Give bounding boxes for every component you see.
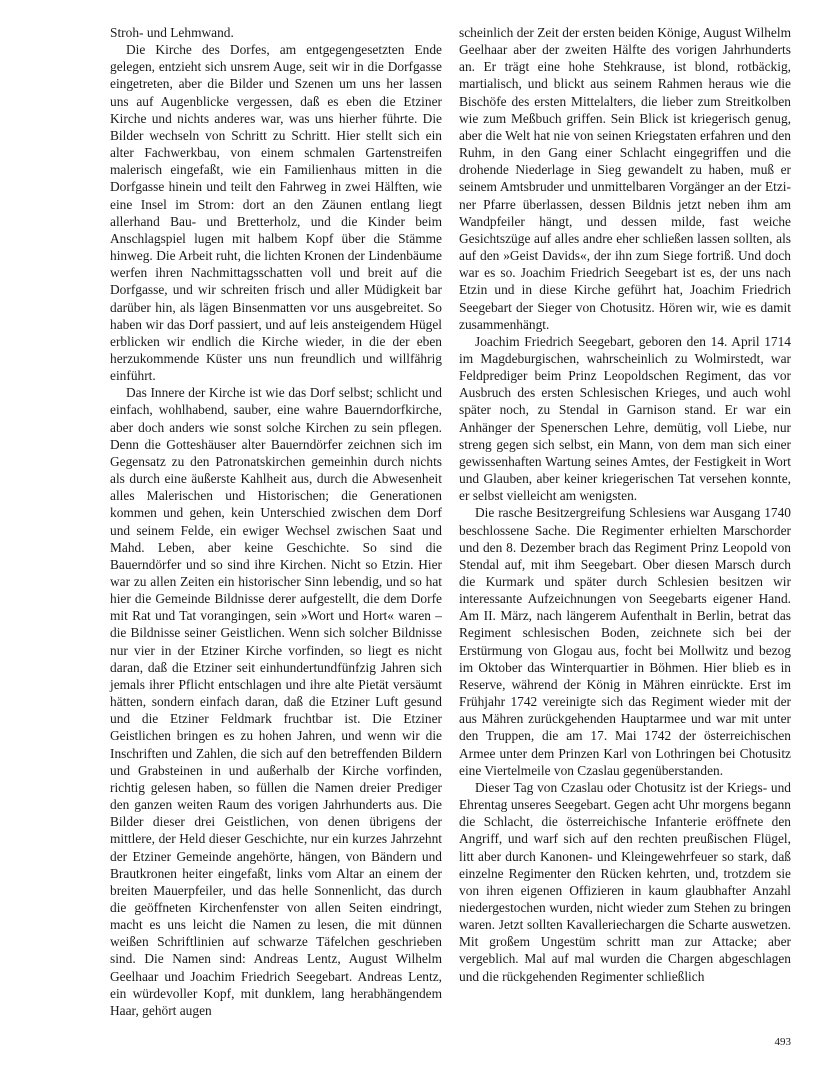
paragraph: scheinlich der Zeit der ersten beiden Könige, August Wilhelm Geelhaar aber der zweiten Hälfte des vorigen Jahrhunderts an. Er trägt eine hohe Stehkrause, ist blond, rotbäckig, martialisch, und blickt aus seinem Rahmen heraus wie die Bischöfe des ersten Mittelalters, die lieber zum Streitkolben wie zum Meßbuch griffen. Sein Blick ist kriegerisch genug, aber die Welt hat nie von seinen Kriegstaten erfahren und den Ruhm, in den Gang einer Schlacht eingegriffen und die drohende Niederlage in Sieg gewandelt zu haben, muß er seinem Amtsbruder und unmittelbaren Vorgänger an der Etziner Pfarre überlassen, dessen Bildnis jetzt neben ihm am Wandpfeiler hängt, und dessen milde, fast weiche Gesichtszüge auf alles andre eher schließen lassen sollten, als auf den »Geist Davids«, der ihn zum Siege fortriß. Und doch war es so. Joachim Friedrich Seegebart ist es, der uns nach Etzin und in diese Kirche geführt hat, Joachim Friedrich Seegebart der Sieger von Chotusitz. Hören wir, wie es damit zusammenhängt. xyxy=(459,25,791,332)
right-column xyxy=(459,24,791,985)
paragraph: Stroh- und Lehmwand. xyxy=(110,25,234,40)
paragraph: Dieser Tag von Czaslau oder Chotusitz ist der Kriegs- und Ehrentag unseres Seegebart. Gegen acht Uhr morgens begann die Schlacht, die österreichische Infanterie eröffnete den Angriff, und warf sich auf den rechten preußischen Flügel, litt aber durch Kanonen- und Kleingewehrfeuer so stark, daß einzelne Regimenter den Rücken kehrten, und, trotzdem sie von ihren eigenen Offizieren in kaum glaubhafter Anzahl niedergestochen wurden, nicht wieder zum Stehen zu bringen waren. Jetzt sollten Kavalleriechargen die Scharte auswetzen. Mit großem Ungestüm schritt man zur Attacke; aber vergeblich. Mal auf mal wurden die Chargen abgeschlagen und die rückgehenden Regimenter schließlich xyxy=(459,779,791,984)
paragraph: Das Innere der Kirche ist wie das Dorf selbst; schlicht und einfach, wohlhabend, sauber, eine wahre Bauerndorfkirche, aber doch anders wie sonst solche Kirchen zu sein pflegen. Denn die Gotteshäuser alter Bauerndörfer zeichnen sich im Gegensatz zu den Patronatskirchen gemeinhin durch nichts als durch eine äußerste Kahlheit aus, durch die Abwesenheit alles Malerischen und Historischen; die Generationen kommen und gehen, kein Unterschied zwischen dem Dorf und seinem Felde, ein ewiger Wechsel zwischen Saat und Mahd. Leben, aber keine Geschichte. So sind die Bauerndörfer und so sind ihre Kirchen. Nicht so Etzin. Hier war zu allen Zeiten ein historischer Sinn lebendig, und so hat hier die Gemeinde Bildnisse derer aufgestellt, die dem Dorfe mit Rat und Tat vorangingen, sein »Wort und Hort« waren – die Bildnisse seiner Geistlichen. Wenn sich solcher Bildnisse nur vier in der Etziner Kirche vorfinden, so liegt es nicht daran, daß die Etziner seit einhundertundfünfzig Jahren sich jemals ihrer Pflicht entschlagen und ihre alte Pietät versäumt hätten, sondern einfach daran, daß die Etziner Luft gesund und die Etziner Feldmark fruchtbar ist. Die Etziner Geistlichen bringen es zu hohen Jahren, und wenn wir die Inschriften und Zahlen, die sich auf den betreffenden Bildern und Grabsteinen in und außerhalb der Kirche vorfinden, richtig gelesen haben, so füllen die Namen dreier Prediger den ganzen weiten Raum des vorigen Jahrhunderts aus. Die Bilder dieser drei Geistlichen, von denen übrigens der mittlere, der Held dieser Geschichte, nur ein kurzes Jahrzehnt der Etziner Gemeinde angehörte, hängen, von Bändern und Brautkronen heiter eingefaßt, links vom Altar an einem der breiten Mauerpfeiler, und das helle Sonnenlicht, das durch die geöffneten Kirchenfenster von allen Seiten eindringt, macht es uns leicht die Namen zu lesen, die mit dünnen weißen Schriftlinien auf schwarze Täfelchen geschrieben sind. Die Namen sind: Andreas Lentz, August Wilhelm Geelhaar und Joachim Friedrich Seegebart. Andreas Lentz, ein würdevoller Kopf, mit dunklem, lang herabhängendem Haar, gehört augen xyxy=(110,385,442,1018)
left-column xyxy=(110,24,442,1019)
page-number: 493 xyxy=(774,1036,791,1048)
paragraph: Die Kirche des Dorfes, am entgegengesetzten Ende gelegen, entzieht sich unsrem Auge, seit wir in die Dorfgasse eingetreten, aber die Bilder und Szenen um uns her lassen uns auf Augenblicke vergessen, daß es eben die Etziner Kirche und nichts anderes war, was uns hierher führte. Die Bilder wechseln von Schritt zu Schritt. Hier stellt sich ein alter Fachwerkbau, von einem schmalen Gartenstreifen malerisch eingefaßt, wie ein Familienhaus mitten in die Dorfgasse hinein und teilt den Fahrweg in zwei Hälften, wie eine Insel im Strom: dort an den Zäunen entlang liegt allerhand Bau- und Bretterholz, und die Kinder beim Anschlagspiel lugen mit halbem Kopf über die Stämme hinweg. Die Arbeit ruht, die lichten Kronen der Lindenbäume werfen ihren Nachmittagsschatten voll und breit auf die Dorfgasse, und wir schreiten frisch und aller Müdigkeit bar darüber hin, als lägen Binsenmatten vor uns ausgebreitet. So haben wir das Dorf passiert, und auf leis ansteigendem Hügel erblicken wir endlich die Kirche wieder, in die der eben herzukommende Küster uns nun freundlich und willfährig einführt. xyxy=(110,42,442,384)
paragraph: Joachim Friedrich Seegebart, geboren den 14. April 1714 im Magdeburgischen, wahrscheinlich zu Wolmirstedt, war Feldprediger beim Prinz Leopoldschen Regiment, das vor Ausbruch des ersten Schlesischen Krieges, und auch wohl später noch, zu Stendal in Garnison stand. Er war ein Anhänger der Spenerschen Lehre, demütig, voll Liebe, nur streng gegen sich selbst, ein Mann, von dem man sich einer gewissenhaften Wartung seines Amtes, der Festigkeit in Wort und Glauben, aber keiner kriegerischen Tat versehen konnte, er selbst vielleicht am wenigsten. xyxy=(459,333,791,504)
paragraph: Die rasche Besitzergreifung Schlesiens war Ausgang 1740 beschlossene Sache. Die Regimenter erhielten Marschorder und den 8. Dezember brach das Regiment Prinz Leopold von Stendal auf, mit ihm Seegebart. Ober diesen Marsch durch die Kurmark und später durch Schlesien besitzen wir interessante Aufzeichnungen von Seegebarts eigener Hand. Am II. März, nach längerem Aufenthalt in Berlin, betrat das Regiment schlesischen Boden, zeichnete sich bei der Erstürmung von Glogau aus, focht bei Mollwitz und bezog im Oktober das Winterquartier in Böhmen. Hier blieb es in Reserve, während der König in Mähren einrückte. Erst im Frühjahr 1742 vereinigte sich das Regiment wieder mit der aus Mähren zurückgehenden Hauptarmee und war mit unter den Truppen, die am 17. Mai 1742 der österreichischen Armee unter dem Prinzen Karl von Lothringen bei Chotusitz eine Viertelmeile von Czaslau gegenüberstanden. xyxy=(459,505,791,778)
